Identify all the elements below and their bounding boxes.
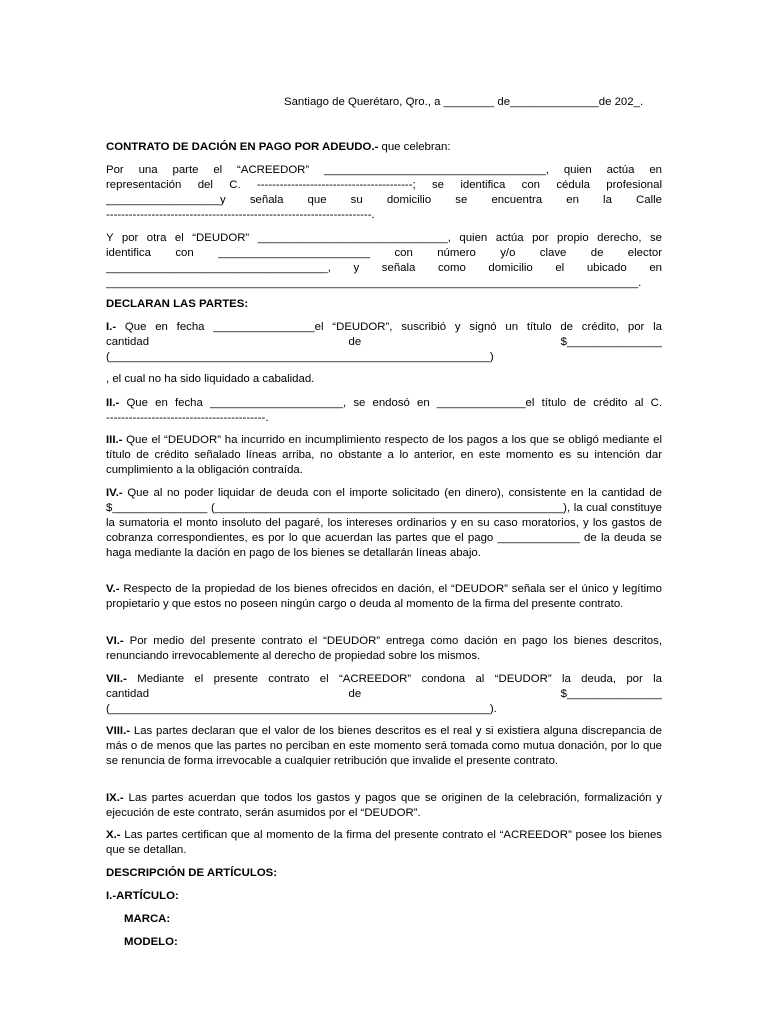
modelo-label: MODELO: [124,936,178,948]
dateline: Santiago de Querétaro, Qro., a ________ de______________de 202_. [284,96,644,108]
deudor-line: ____________________________________________________________________________________. [106,277,642,289]
clause-x-text: Las partes certifican que al momento de la firma del presente contrato el “ACREEDOR” posee los bienes que se detallan. [106,829,662,856]
clause-iii [106,433,662,478]
declaran-heading: DECLARAN LAS PARTES: [106,298,249,310]
clause-i-line: cantidad de $_______________ [106,336,662,348]
clause-ii-text: Que en fecha _____________________, se endosó en ______________el título de crédito al C. [119,397,662,409]
clause-i-text: Que en fecha ________________el “DEUDOR”, suscribió y signó un título de crédito, por la [116,321,662,333]
clause-iv-label: IV.- [106,487,123,499]
acreedor-line: __________________y señala que su domicilio se encuentra en la Calle [106,194,662,206]
clause-v-label: V.- [106,583,120,595]
clause-i-label: I.- [106,321,117,333]
clause-iv-text: Que al no poder liquidar de deuda con el importe solicitado (en dinero), consistente en la cantidad de $_______________ (_______________________________________________________), la cual constituye la sumatoria el monto insoluto del pagaré, los intereses ordinarios y en su caso moratorios, y los gastos de cobranza correspondientes, es por lo que acuerdan las partes que el pago _____________ de la deuda se haga mediante la dación en pago de los bienes se detallarán líneas abajo. [106,487,662,559]
clause-ii-label: II.- [106,397,120,409]
articulo-heading: I.-ARTÍCULO: [106,890,179,902]
clause-iii-text: Que el “DEUDOR” ha incurrido en incumplimiento respecto de los pagos a los que se obligó mediante el título de crédito señalado líneas arriba, no obstante a lo anterior, en este momento es su intención dar cumplimiento a la obligación contraída. [106,434,662,476]
clause-vii-line [106,672,662,687]
clause-viii-label: VIII.- [106,725,131,737]
acreedor-paragraph [106,163,662,223]
clause-ii-line [106,396,662,411]
clause-i-extra: , el cual no ha sido liquidado a cabalidad. [106,373,315,385]
clause-viii [106,724,662,769]
deudor-line: Y por otra el “DEUDOR” ______________________________, quien actúa por propio derecho, se [106,232,662,244]
clause-v-text: Respecto de la propiedad de los bienes ofrecidos en dación, el “DEUDOR” señala ser el único y legítimo propietario y que estos no poseen ningún cargo o deuda al momento de la firma del presente contrato. [106,583,662,610]
acreedor-line: Por una parte el “ACREEDOR” ___________________________________, quien actúa en [106,164,662,176]
clause-ix-label: IX.- [106,792,124,804]
clause-ii-line: ------------------------------------------. [106,412,269,424]
clause-x-label: X.- [106,829,121,841]
deudor-line: identifica con ________________________ con número y/o clave de elector [106,247,662,259]
clause-vii-line: (____________________________________________________________). [106,703,497,715]
clause-vii-label: VII.- [106,673,127,685]
clause-ix-text: Las partes acuerdan que todos los gastos y pagos que se originen de la celebración, formalización y ejecución de este contrato, serán asumidos por el “DEUDOR”. [106,792,662,819]
clause-vii-text: Mediante el presente contrato el “ACREEDOR” condona al “DEUDOR” la deuda, por la [126,673,662,685]
contract-title-bold: CONTRATO DE DACIÓN EN PAGO POR ADEUDO.- [106,141,379,153]
clause-i [106,320,662,365]
contract-title-rest: que celebran: [378,141,451,153]
clause-vii [106,672,662,717]
acreedor-line: ----------------------------------------------------------------------. [106,209,375,221]
clause-viii-text: Las partes declaran que el valor de los bienes descritos es el real y si existiera alguna discrepancia de más o de menos que las partes no perciban en este momento será tomada como mutua donación, por lo que se renuncia de forma irrevocable a cualquier retribución que invalide el presente contrato. [106,725,662,767]
descripcion-heading: DESCRIPCIÓN DE ARTÍCULOS: [106,867,278,879]
clause-x [106,828,662,858]
marca-label: MARCA: [124,913,171,925]
clause-v [106,582,662,612]
clause-vi-text: Por medio del presente contrato el “DEUDOR” entrega como dación en pago los bienes descritos, renunciando irrevocablemente al derecho de propiedad sobre los mismos. [106,635,662,662]
clause-i-line [106,320,662,335]
clause-ii [106,396,662,426]
clause-ix [106,791,662,821]
deudor-line: ___________________________________, y señala como domicilio el ubicado en [106,262,662,274]
clause-vii-line: cantidad de $_______________ [106,688,662,700]
deudor-paragraph [106,231,662,291]
clause-i-line: (____________________________________________________________) [106,351,494,363]
clause-iv [106,486,662,561]
contract-title [106,140,662,155]
clause-iii-label: III.- [106,434,123,446]
clause-vi-label: VI.- [106,635,124,647]
acreedor-line: representación del C. -----------------------------------------; se identifica con cédula profesional [106,179,662,191]
clause-vi [106,634,662,664]
